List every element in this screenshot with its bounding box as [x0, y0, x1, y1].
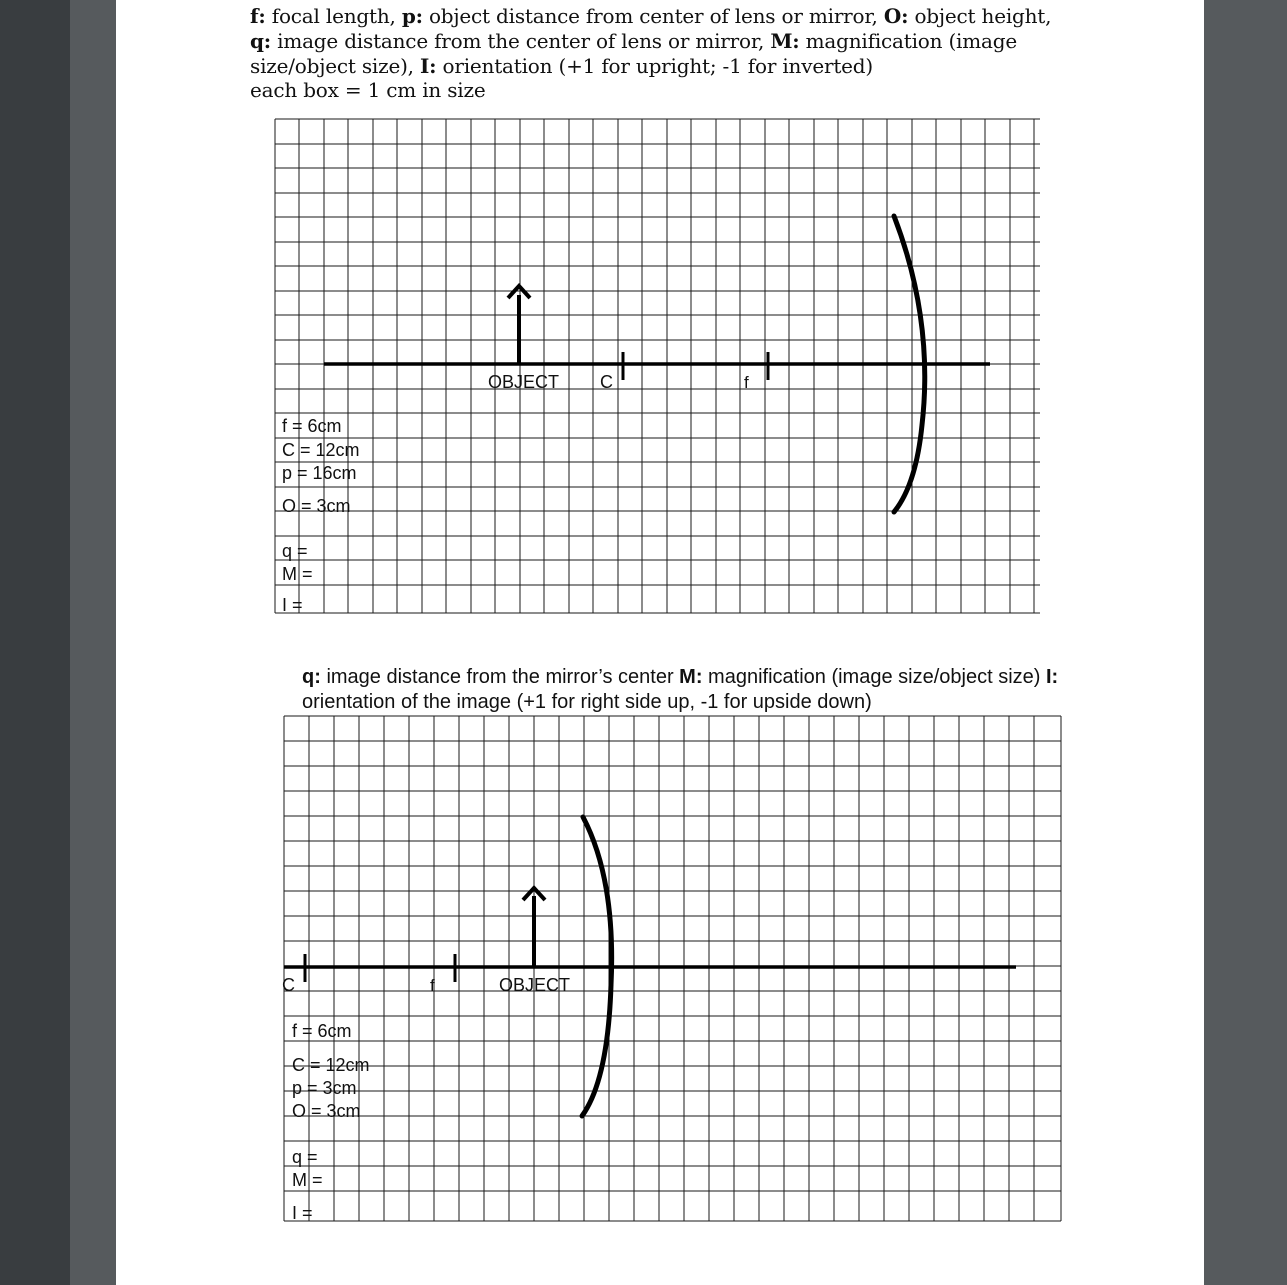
i-definition-2: orientation of the image (+1 for right side up, -1 for upside down): [302, 691, 872, 713]
q-key-2: q:: [302, 666, 321, 688]
m-key: M:: [770, 28, 800, 53]
object-label-2: OBJECT: [499, 975, 571, 995]
q-definition-2: image distance from the mirror’s center: [320, 666, 680, 688]
i-key: I:: [420, 53, 437, 78]
viewer-background-right: [1204, 0, 1287, 1285]
m-definition: magnification (image size/object size),: [250, 28, 1017, 78]
object-label-1: OBJECT: [488, 372, 560, 392]
unknown-q-1: q =: [282, 541, 308, 561]
given-p-2: p = 3cm: [292, 1078, 357, 1098]
m-key-2: M:: [679, 666, 703, 688]
ray-diagram-2: [116, 0, 1204, 1285]
unknown-m-1: M =: [282, 564, 313, 584]
unknown-i-1: I =: [282, 595, 303, 615]
unknown-q-2: q =: [292, 1147, 318, 1167]
q-definition: image distance from the center of lens or mirror,: [270, 28, 771, 53]
unknown-m-2: M =: [292, 1170, 323, 1190]
given-f-1: f = 6cm: [282, 416, 342, 436]
f-key: f:: [250, 4, 266, 28]
given-p-1: p = 16cm: [282, 463, 357, 483]
c-label-1: C: [600, 372, 613, 392]
o-key: O:: [883, 4, 909, 28]
f-label-2: f: [430, 976, 435, 995]
viewer-background-left: [70, 0, 116, 1285]
o-definition: object height,: [908, 4, 1052, 28]
scale-note: each box = 1 cm in size: [250, 78, 486, 103]
document-page: [116, 0, 1204, 1285]
f-label-1: f: [744, 373, 749, 392]
f-definition: focal length,: [265, 4, 402, 28]
i-definition: orientation (+1 for upright; -1 for inverted): [436, 53, 874, 78]
given-c-2: C = 12cm: [292, 1055, 370, 1075]
given-c-1: C = 12cm: [282, 440, 360, 460]
given-f-2: f = 6cm: [292, 1021, 352, 1041]
given-o-1: O = 3cm: [282, 496, 351, 516]
p-definition: object distance from center of lens or mirror,: [422, 4, 884, 28]
q-key: q:: [250, 28, 271, 53]
given-o-2: O = 3cm: [292, 1101, 361, 1121]
c-label-2: C: [282, 975, 295, 995]
m-definition-2: magnification (image size/object size): [702, 666, 1046, 688]
unknown-i-2: I =: [292, 1203, 313, 1223]
p-key: p:: [401, 4, 423, 28]
i-key-2: I:: [1045, 666, 1059, 688]
